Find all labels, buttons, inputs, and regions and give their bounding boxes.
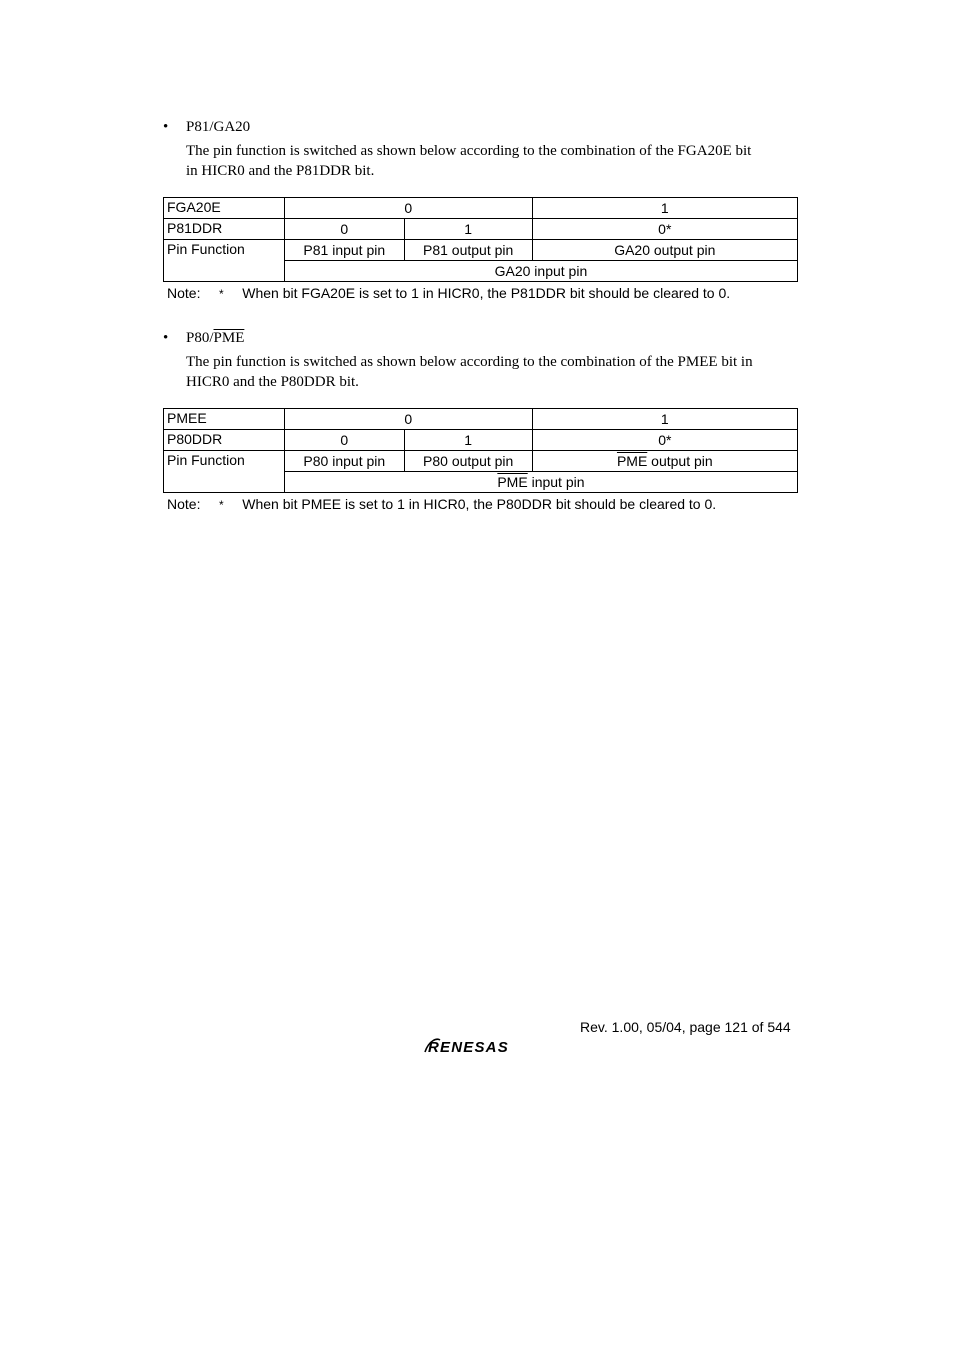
page-footer: Rev. 1.00, 05/04, page 121 of 544: [580, 1019, 791, 1035]
table-cell: $\overline{PME}$ input pin: [284, 472, 797, 493]
row-label: FGA20E: [164, 198, 285, 219]
table-cell: 1: [404, 430, 532, 451]
table-cell: P81 input pin: [284, 240, 404, 261]
table-row: [164, 409, 798, 430]
bullet-icon: •: [163, 119, 169, 135]
table-row: [164, 219, 798, 240]
row-label: PMEE: [164, 409, 285, 430]
row-label: P80DDR: [164, 430, 285, 451]
pin-function-table: [163, 408, 798, 493]
row-label: Pin Function: [164, 240, 285, 282]
table-cell: 1: [532, 198, 797, 219]
table-cell: GA20 output pin: [532, 240, 797, 261]
table-cell: 0*: [532, 430, 797, 451]
table-note: Note: * When bit FGA20E is set to 1 in HICR0, the P81DDR bit should be cleared to 0.: [167, 285, 731, 301]
table-cell: 0: [284, 409, 532, 430]
bullet-icon: •: [163, 330, 169, 346]
table-cell: 1: [532, 409, 797, 430]
table-cell: 0*: [532, 219, 797, 240]
table-cell: P80 output pin: [404, 451, 532, 472]
pin-function-table: [163, 197, 798, 282]
renesas-logo-icon: [423, 1036, 543, 1056]
table-note: Note: * When bit PMEE is set to 1 in HICR0, the P80DDR bit should be cleared to 0.: [167, 496, 717, 512]
table-row: [164, 451, 798, 472]
table-cell: P81 output pin: [404, 240, 532, 261]
svg-text:RENESAS: RENESAS: [428, 1039, 509, 1056]
table-row: [164, 240, 798, 261]
row-label: Pin Function: [164, 451, 285, 493]
row-label: P81DDR: [164, 219, 285, 240]
paragraph: The pin function is switched as shown below according to the combination of the PMEE bit in HICR0 and the P80DDR bit.: [186, 354, 753, 390]
table-row: [164, 198, 798, 219]
paragraph: The pin function is switched as shown below according to the combination of the FGA20E bit in HICR0 and the P81DDR bit.: [186, 143, 752, 179]
asterisk-icon: *: [219, 498, 224, 512]
table-cell: 0: [284, 198, 532, 219]
table-cell: GA20 input pin: [284, 261, 797, 282]
table-cell: P80 input pin: [284, 451, 404, 472]
bullet-title: P81/GA20: [186, 119, 251, 135]
asterisk-icon: *: [219, 287, 224, 301]
table-row: [164, 430, 798, 451]
table-cell: $\overline{PME}$ output pin: [532, 451, 797, 472]
table-cell: 1: [404, 219, 532, 240]
renesas-logo: [423, 1036, 543, 1061]
table-cell: 0: [284, 430, 404, 451]
table-cell: 0: [284, 219, 404, 240]
bullet-title: $P80/\overline{PME}$: [186, 330, 245, 346]
